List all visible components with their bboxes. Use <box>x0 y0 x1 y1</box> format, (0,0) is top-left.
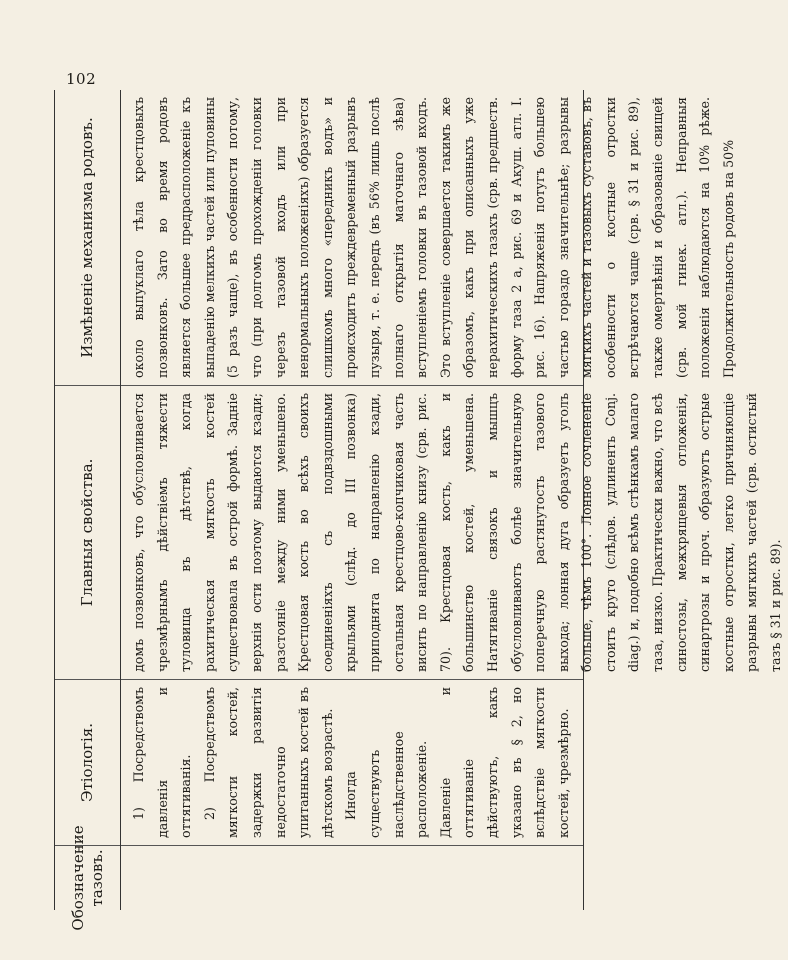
mechanism-text: около выпуклаго тѣла крестцовыхъ позвонковъ. Зато во время родовъ является большее предрасположеніе къ выпаденію мелкихъ частей или пуповины (5 разъ чаще), въ особенности потому, что (при долгомъ прохожденіи головки черезъ тазовой входъ или при ненормальныхъ положеніяхъ) образуется слишкомъ много «передникъ водъ» и происходитъ преждевременный разрывъ пузыря, т. е. передъ (въ 56% лишь послѣ полнаго открытія маточнаго зѣва) вступленіемъ головки въ тазовой входъ. Это вступленіе совершается такимъ же образомъ, какъ при описанныхъ уже нерахитическихъ тазахъ (срв. предшеств. форму таза 2 а, рис. 69 и Акуш. атл. I. рис. 16). Напряженія потугъ большею частью гораздо значительнѣе; разрывы мягкихъ частей и тазовыхъ суставовъ, въ особенности о костные отростки встрѣчаются чаще (срв. § 31 и рис. 89), также омертвѣнія и образованіе свищей (срв. мой гинек. атл.). Неправныя положенія наблюдаются на 10% рѣже. Продолжительность родовъ на 50% <box>131 97 736 378</box>
cell-etiology <box>121 680 583 846</box>
cell-mechanism <box>121 90 736 386</box>
header-designation: Обозначение тазовъ. <box>68 825 106 931</box>
header-mechanism: Измѣненіе механизма родовъ. <box>55 90 120 386</box>
cell-designation <box>121 846 583 910</box>
etiology-paragraph-2: 2) Посредствомъ мягкости костей, задержки развитія недостаточно упитанныхъ костей въ дѣтскомъ возрастѣ. <box>201 687 335 838</box>
etiology-paragraph-3: Иногда существуютъ наслѣдственное расположеніе. Давленіе и оттягиваніе дѣйствуютъ, какъ указано въ § 2, но вслѣдствіе мягкости костей, чрезмѣрно. <box>343 687 571 838</box>
header-properties: Главныя свойства. <box>55 386 120 680</box>
cell-properties <box>121 386 784 680</box>
etiology-paragraph-1: 1) Посредствомъ давленія и оттягиванія. <box>131 687 194 838</box>
pelvis-table <box>54 90 784 931</box>
table-body-row <box>121 90 784 910</box>
properties-text: домъ позвонковъ, что обусловливается чрезмѣрнымъ дѣйствіемъ тяжести туловища въ дѣтствѣ, когда рахитическая мягкость костей существовала въ острой формѣ. Задніе верхнія ости поэтому выдаются кзади; разстояніе между ними уменьшено. Крестцовая кость во всѣхъ своихъ соединеніяхъ съ подвздошными крыльями (слѣд. до III позвонка) приподнята по направленію кзади, остальная крестцово-копчиковая часть висить по направленію книзу (срв. рис. 70). Крестцовая кость, какъ и большинство костей, уменьшена. Натягиваніе связокъ и мышцъ обусловливаютъ болѣе значительную поперечную растянутость тазового выхода; лонная дуга образуетъ уголъ больше, чѣмъ 100°. Лонное сочлененіе стоитъ круто (слѣдов. удлиненть Conj. diag.) и, подобно всѣмъ стѣнкамъ малаго таза, низко. Практически важно, что всѣ синостозы, межхрящевыя отложенія, синартрозы и проч. образуютъ острые костные отростки, легко причиняющіе разрывы мягкихъ частей (срв. остистый тазъ § 31 и рис. 89). <box>131 393 784 672</box>
table-header-row <box>55 90 121 931</box>
header-etiology: Этіологія. <box>55 680 120 846</box>
page-number: 102 <box>66 70 97 88</box>
table-frame <box>54 90 784 931</box>
